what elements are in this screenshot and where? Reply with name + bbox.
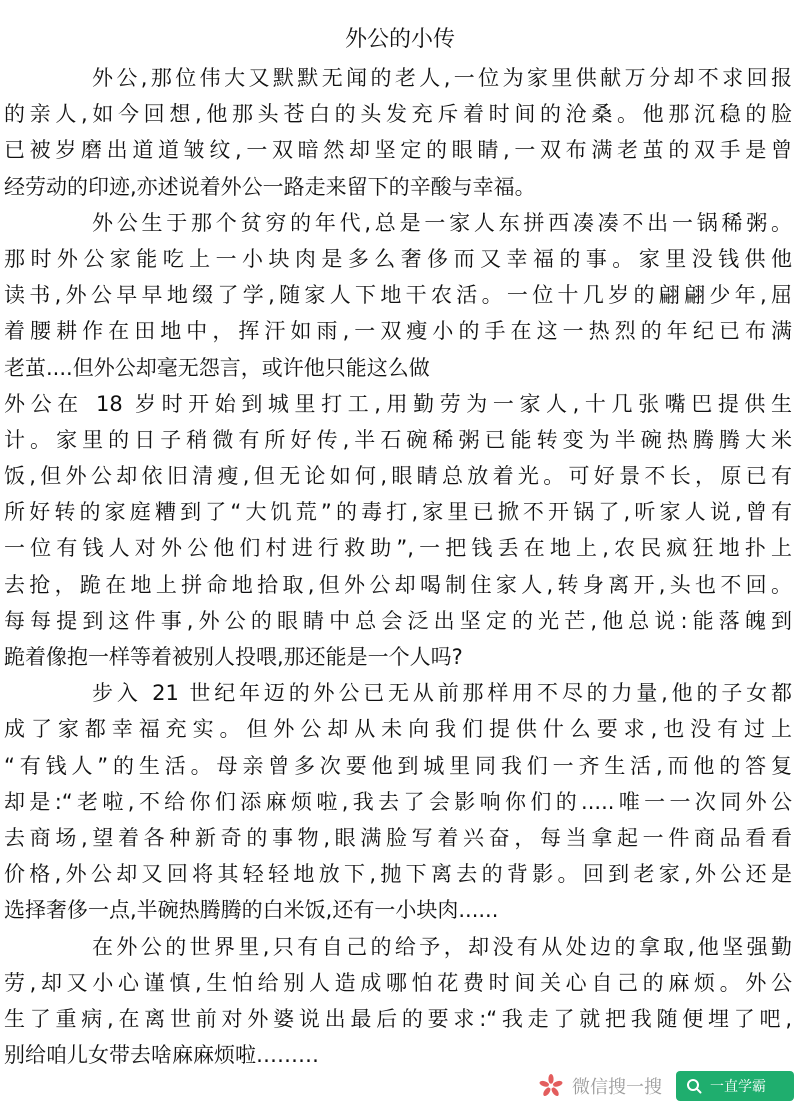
text-line: 外公在 18 岁时开始到城里打工,用勤劳为一家人,十几张嘴巴提供生 [4, 391, 792, 416]
text-line: 外公生于那个贫穷的年代,总是一家人东拼西凑凑不出一锅稀粥。 [92, 210, 792, 235]
wechat-search-watermark [538, 1070, 794, 1102]
text-line: 步入 21 世纪年迈的外公已无从前那样用不尽的力量,他的子女都 [92, 681, 792, 706]
text-line: 成了家都幸福充实。但外公却从未向我们提供什么要求,也没有过上 [4, 717, 792, 742]
document-title: 外公的小传 [344, 27, 455, 52]
text-line: 已被岁磨出道道皱纹,一双暗然却坚定的眼睛,一双布满老茧的双手是曾 [4, 138, 792, 163]
account-name: 一直学霸 [710, 1079, 766, 1095]
wechat-search-label: 微信搜一搜 [572, 1077, 662, 1098]
text-line: 劳,却又小心谨慎,生怕给别人造成哪怕花费时间关心自己的麻烦。外公 [4, 970, 792, 995]
text-line: 去商场,望着各种新奇的事物,眼满脸写着兴奋，每当拿起一件商品看看 [4, 825, 792, 850]
text-line: 在外公的世界里,只有自己的给予，却没有从处边的拿取,他坚强勤 [92, 934, 792, 959]
text-line: 别给咱儿女带去啥麻麻烦啦……… [4, 1043, 319, 1068]
text-line: 那时外公家能吃上一小块肉是多么奢侈而又幸福的事。家里没钱供他 [4, 246, 792, 271]
text-line: 每每提到这件事,外公的眼睛中总会泛出坚定的光芒,他总说:能落魄到 [4, 608, 792, 633]
search-icon [686, 1078, 702, 1094]
text-line: 生了重病,在离世前对外婆说出最后的要求:“我走了就把我随便埋了吧, [4, 1006, 792, 1031]
text-line: 去抢，跪在地上拼命地拾取,但外公却喝制住家人,转身离开,头也不回。 [4, 572, 792, 597]
wechat-search-logo-icon [538, 1073, 564, 1099]
text-line: 饭,但外公却依旧清瘦,但无论如何,眼睛总放着光。可好景不长，原已有 [4, 464, 792, 489]
article-body [0, 60, 800, 1073]
text-line: 老茧....但外公却毫无怨言，或许他只能这么做 [4, 355, 430, 380]
text-line: “有钱人”的生活。母亲曾多次要他到城里同我们一齐生活,而他的答复 [4, 753, 792, 778]
text-line: 的亲人,如今回想,他那头苍白的头发充斥着时间的沧桑。他那沉稳的脸 [4, 102, 792, 127]
text-line: 却是:“老啦,不给你们添麻烦啦,我去了会影响你们的.....唯一一次同外公 [4, 789, 792, 814]
text-line: 跪着像抱一样等着被别人投喂,那还能是一个人吗? [4, 645, 463, 669]
text-line: 价格,外公却又回将其轻轻地放下,抛下离去的背影。回到老家,外公还是 [4, 862, 792, 887]
text-line: 经劳动的印迹,亦述说着外公一路走来留下的辛酸与幸福。 [4, 174, 536, 199]
text-line: 选择奢侈一点,半碗热腾腾的白米饭,还有一小块肉...... [4, 898, 499, 923]
text-line: 所好转的家庭糟到了“大饥荒”的毒打,家里已掀不开锅了,听家人说,曾有 [4, 500, 792, 525]
text-line: 外公,那位伟大又默默无闻的老人,一位为家里供献万分却不求回报 [92, 66, 792, 90]
account-badge[interactable] [676, 1071, 794, 1101]
text-line: 计。家里的日子稍微有所好传,半石碗稀粥已能转变为半碗热腾腾大米 [4, 427, 792, 452]
text-line: 一位有钱人对外公他们村进行救助”,一把钱丢在地上,农民疯狂地扑上 [4, 536, 792, 561]
text-line: 读书,外公早早地缀了学,随家人下地干农活。一位十几岁的翩翩少年,屈 [4, 283, 792, 308]
text-line: 着腰耕作在田地中，挥汗如雨,一双瘦小的手在这一热烈的年纪已布满 [4, 319, 792, 344]
